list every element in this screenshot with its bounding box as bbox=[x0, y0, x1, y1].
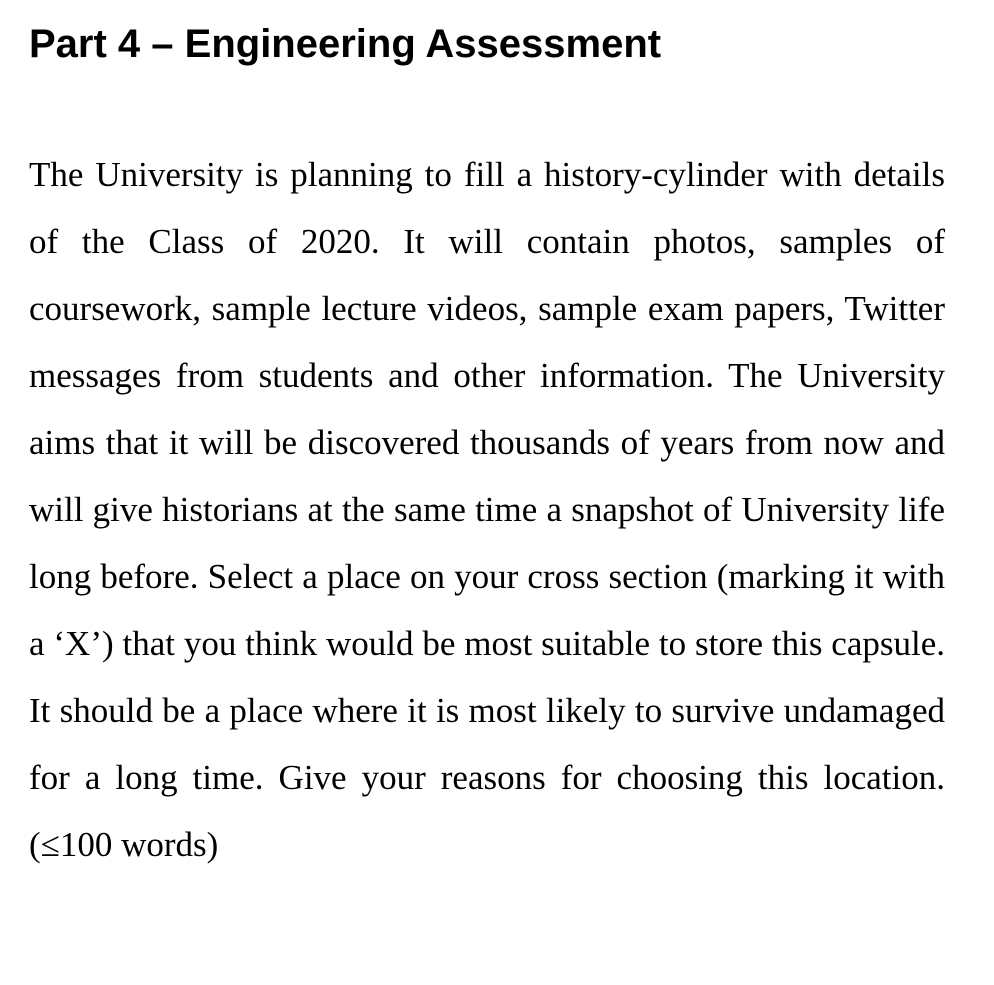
question-paragraph: The University is planning to fill a history-cylinder with details of the Class of 2020. It will contain photos, samples of coursework, sample lecture videos, sample exam papers, Twitter messages from students and other information. The University aims that it will be discovered thousands of years from now and will give historians at the same time a snapshot of University life long before. Select a place on your cross section (marking it with a ‘X’) that you think would be most suitable to store this capsule. It should be a place where it is most likely to survive undamaged for a long time. Give your reasons for choosing this location. (≤100 words) bbox=[29, 155, 945, 864]
section-heading: Part 4 – Engineering Assessment bbox=[29, 22, 662, 66]
